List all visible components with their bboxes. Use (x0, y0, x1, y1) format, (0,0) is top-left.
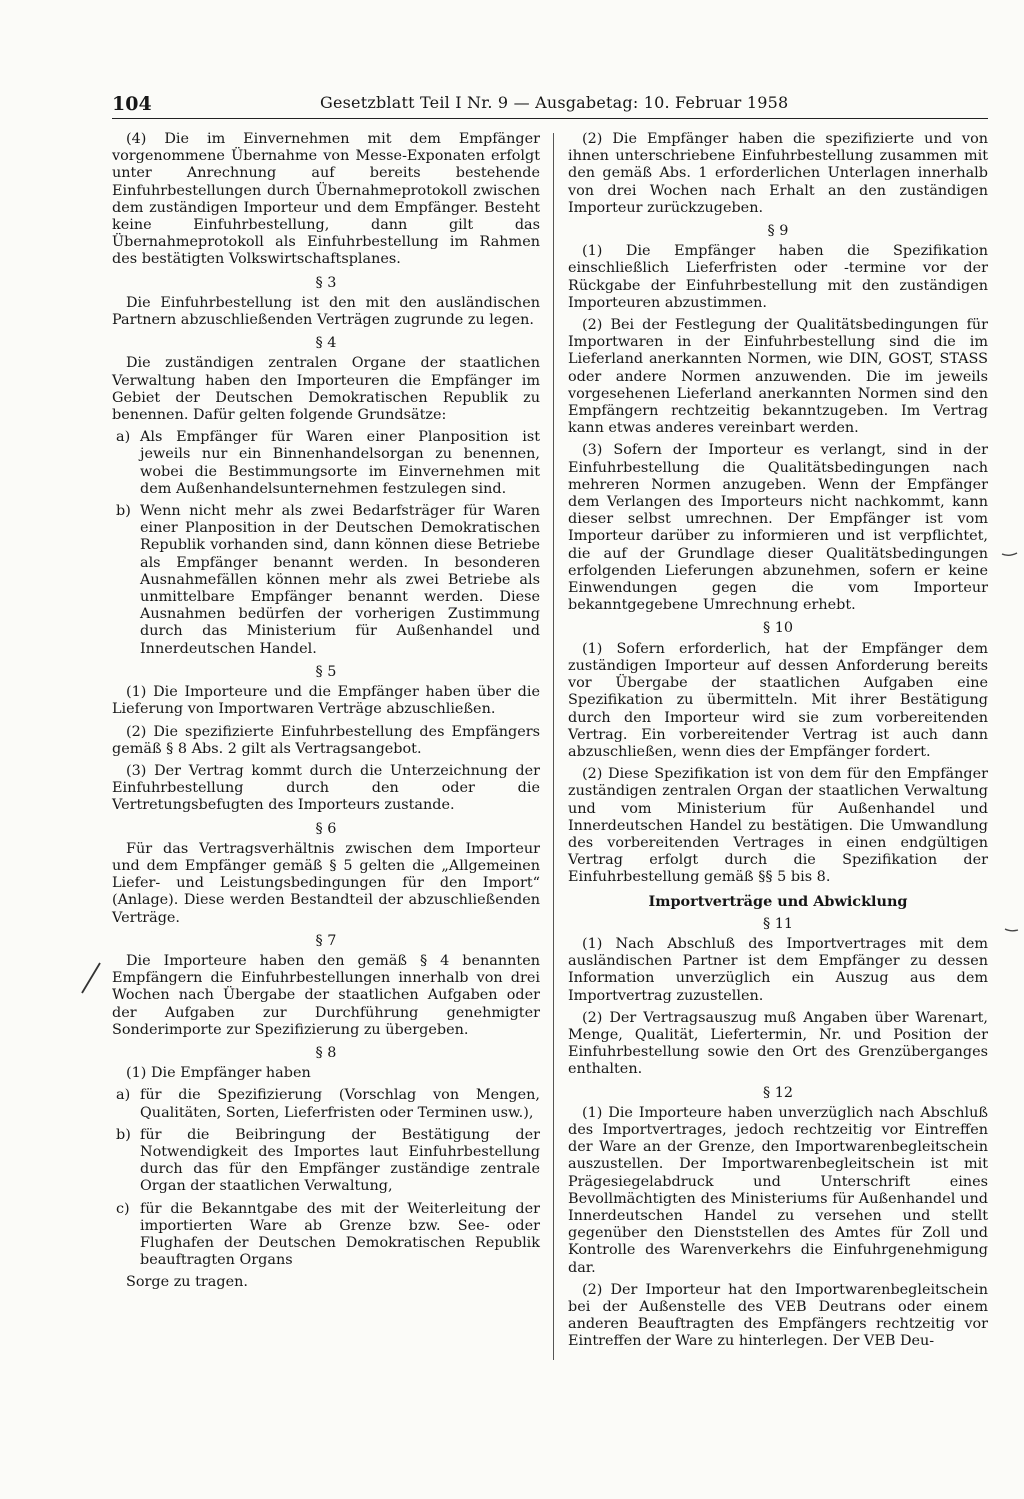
list-text: für die Bekanntgabe des mit der Weiterleitung der importierten Ware ab Grenze bzw. See- oder Flughafen der Deutschen Demokratischen Republik beauftragten Organs (140, 1200, 540, 1269)
paragraph: (3) Sofern der Importeur es verlangt, sind in der Einfuhrbestellung die Qualitätsbedingungen nach mehreren Normen anzugeben. Wenn der Empfänger dem Verlangen des Importeurs nicht nachkommt, kann dieser selbst umrechnen. Der Empfänger ist vom Importeur darüber zu informieren und ist verpflichtet, die auf der Grundlage dieser Qualitätsbedingungen erfolgenden Lieferungen abzunehmen, sofern er keine Einwendungen gegen die vom Importeur bekanntgegebene Umrechnung erhebt. (568, 442, 988, 614)
chapter-heading: Importverträge und Abwicklung (648, 892, 908, 910)
page-header (112, 93, 988, 121)
list-label: b) (116, 503, 131, 520)
paragraph: (2) Der Vertragsauszug muß Angaben über Warenart, Menge, Qualität, Liefertermin, Nr. und Position der Einfuhrbestellung sowie den Ort des Grenzüberganges enthalten. (568, 1009, 988, 1078)
right-column (568, 131, 988, 1356)
section-heading: § 3 (315, 274, 337, 291)
paragraph: (1) Die Importeure haben unverzüglich nach Abschluß des Importvertrages, jedoch rechtzeitig vor Eintreffen der Ware an der Grenze, den Importwarenbegleitschein auszustellen. Der Importwarenbegleitschein ist mit Prägesiegelabdruck und Unterschrift eines Bevollmächtigten des Ministeriums für Außenhandel und Innerdeutschen Handel zu versehen und stellt gegenüber den Dienststellen des Amtes für Zoll und Kontrolle des Warenverkehrs die Einfuhrgenehmigung dar. (568, 1104, 988, 1276)
paragraph: (2) Diese Spezifikation ist von dem für den Empfänger zuständigen zentralen Organ der staatlichen Verwaltung und vom Ministerium für Außenhandel und Innerdeutschen Handel zu bestätigen. Die Umwandlung des vorbereitenden Vertrages in einen endgültigen Vertrag erfolgt durch die Spezifikation der Einfuhrbestellung gemäß §§ 5 bis 8. (568, 766, 988, 886)
margin-pen-mark (78, 960, 104, 996)
section-heading: § 12 (762, 1084, 794, 1101)
margin-tick-mark (1000, 548, 1020, 560)
list-text: Wenn nicht mehr als zwei Bedarfsträger für Waren einer Planposition in der Deutschen Demokratischen Republik vorhanden sind, dann können diese Betriebe als Empfänger benannt werden. In besonderen Ausnahmefällen können mehr als zwei Betriebe als unmittelbare Empfänger benannt werden. Diese Ausnahmen bedürfen der vorherigen Zustimmung durch das Ministerium für Außenhandel und Innerdeutschen Handel. (140, 503, 540, 657)
list-item (112, 429, 540, 498)
paragraph: (2) Die spezifizierte Einfuhrbestellung des Empfängers gemäß § 8 Abs. 2 gilt als Vertragsangebot. (112, 723, 540, 757)
list-text: für die Beibringung der Bestätigung der Notwendigkeit des Importes laut Einfuhrbestellung durch das für den Empfänger zuständige zentrale Organ der staatlichen Verwaltung, (140, 1126, 540, 1195)
header-rule (112, 118, 988, 119)
paragraph: Die Einfuhrbestellung ist den mit den ausländischen Partnern abzuschließenden Verträgen zugrunde zu legen. (112, 294, 540, 329)
list-text: Als Empfänger für Waren einer Planposition ist jeweils nur ein Binnenhandelsorgan zu benennen, wobei die Bestimmungsorte im Einvernehmen mit dem Außenhandelsunternehmen festzulegen sind. (140, 429, 540, 497)
section-heading: § 6 (315, 820, 337, 837)
paragraph: (2) Bei der Festlegung der Qualitätsbedingungen für Importwaren in der Einfuhrbestellung sind die im Lieferland anerkannten Normen, wie DIN, GOST, STASS oder andere Normen anzuwenden. Die im jeweils vorgesehenen Lieferland anerkannten Normen sind den Empfängern rechtzeitig bekanntzugeben. Im Vertrag kann etwas anderes vereinbart werden. (568, 317, 988, 437)
paragraph: Für das Vertragsverhältnis zwischen dem Importeur und dem Empfänger gemäß § 5 gelten die „Allgemeinen Liefer- und Leistungsbedingungen für den Import“ (Anlage). Diese werden Bestandteil der abzuschließenden Verträge. (112, 840, 540, 926)
paragraph: (1) Die Empfänger haben (126, 1065, 311, 1082)
paragraph: (2) Der Importeur hat den Importwarenbegleitschein bei der Außenstelle des VEB Deutrans oder einem anderen Beauftragten des Empfängers rechtzeitig vor Eintreffen der Ware zu hinterlegen. Der VEB Deu- (568, 1281, 988, 1350)
section-heading: § 10 (762, 620, 794, 637)
paragraph: Die zuständigen zentralen Organe der staatlichen Verwaltung haben den Importeuren die Empfänger im Gebiet der Deutschen Demokratischen Republik zu benennen. Dafür gelten folgende Grundsätze: (112, 355, 540, 424)
list-label: a) (116, 429, 131, 446)
list-label: a) (116, 1087, 131, 1104)
list-item (112, 503, 540, 658)
section-heading: § 11 (762, 915, 794, 932)
list-item (112, 1201, 540, 1270)
section-heading: § 5 (315, 663, 337, 680)
page-number: 104 (112, 93, 152, 115)
section-heading: § 9 (767, 223, 789, 240)
margin-tick-mark (1003, 924, 1021, 936)
column-separator (553, 133, 554, 1360)
left-column (112, 131, 540, 1297)
section-heading: § 4 (315, 335, 337, 352)
list-item (112, 1087, 540, 1121)
paragraph: Sorge zu tragen. (126, 1274, 248, 1291)
list-item (112, 1127, 540, 1196)
section-heading: § 8 (315, 1044, 337, 1061)
paragraph: Die Importeure haben den gemäß § 4 benannten Empfängern die Einfuhrbestellungen innerhalb von drei Wochen nach Übergabe der staatlichen Aufgaben oder der Aufgaben zur Durchführung genehmigter Sonderimporte zur Spezifizierung zu übergeben. (112, 952, 540, 1038)
list-label: b) (116, 1126, 131, 1143)
paragraph: (1) Sofern erforderlich, hat der Empfänger dem zuständigen Importeur auf dessen Anforderung bereits vor Übergabe der staatlichen Aufgaben eine Spezifikation zu übermitteln. Mit ihrer Bestätigung durch den Importeur wird sie zum vorbereitenden Vertrag. Ein vorbereitender Vertrag ist auch dann abzuschließen, wenn dies der Empfänger fordert. (568, 640, 988, 760)
list-label: c) (116, 1200, 130, 1217)
paragraph: (1) Die Importeure und die Empfänger haben über die Lieferung von Importwaren Verträge abzuschließen. (112, 684, 540, 718)
paragraph: (1) Die Empfänger haben die Spezifikation einschließlich Lieferfristen oder -termine vor der Rückgabe der Einfuhrbestellung mit den zuständigen Importeuren abzustimmen. (568, 243, 988, 311)
paragraph: (1) Nach Abschluß des Importvertrages mit dem ausländischen Partner ist dem Empfänger zu dessen Information unverzüglich ein Auszug aus dem Importvertrag zuzustellen. (568, 935, 988, 1004)
header-title: Gesetzblatt Teil I Nr. 9 — Ausgabetag: 10. Februar 1958 (320, 93, 789, 112)
paragraph: (4) Die im Einvernehmen mit dem Empfänger vorgenommene Übernahme von Messe-Exponaten erfolgt unter Anrechnung auf bereits bestehende Einfuhrbestellungen durch Übernahmeprotokoll zwischen dem zuständigen Importeur und dem Empfänger. Besteht keine Einfuhrbestellung, dann gilt das Übernahmeprotokoll als Einfuhrbestellung im Rahmen des bestätigten Volkswirtschaftsplanes. (112, 131, 540, 268)
list-text: für die Spezifizierung (Vorschlag von Mengen, Qualitäten, Sorten, Lieferfristen oder Terminen usw.), (140, 1087, 540, 1121)
paragraph: (3) Der Vertrag kommt durch die Unterzeichnung der Einfuhrbestellung durch den oder die Vertretungsbefugten des Importeurs zustande. (112, 762, 540, 814)
section-heading: § 7 (315, 932, 337, 949)
paragraph: (2) Die Empfänger haben die spezifizierte und von ihnen unterschriebene Einfuhrbestellung zusammen mit den gemäß Abs. 1 erforderlichen Unterlagen innerhalb von drei Wochen nach Erhalt an den zuständigen Importeur zurückzugeben. (568, 131, 988, 216)
